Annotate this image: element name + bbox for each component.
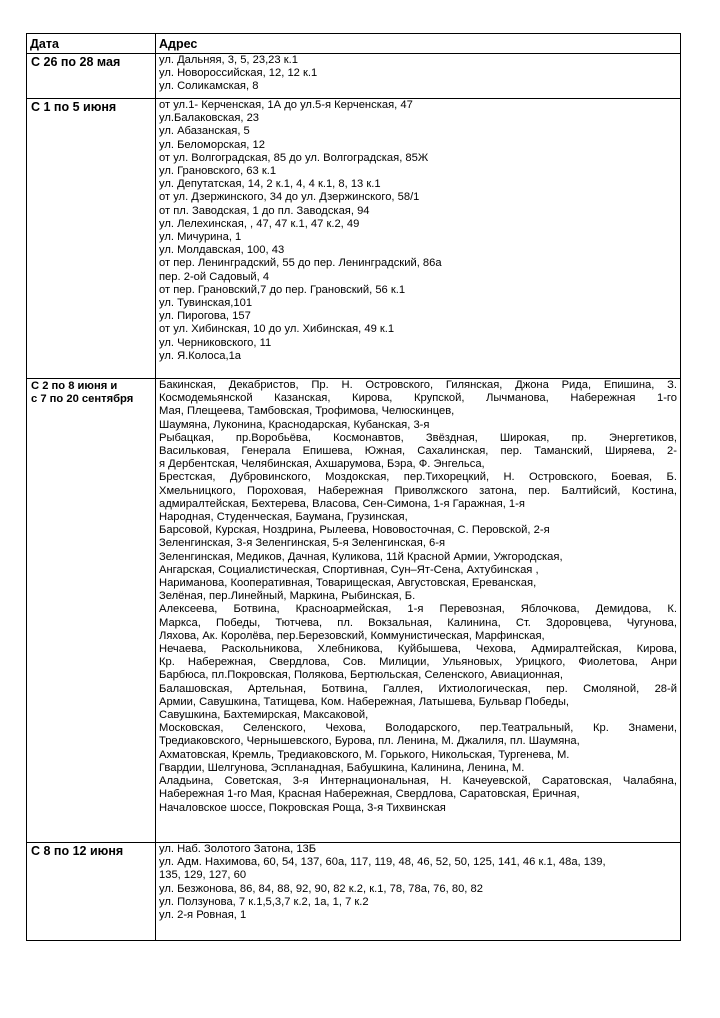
address-line: Армии, Савушкина, Татищева, Ком. Набережная, Латышева, Бульвар Победы, (159, 695, 570, 708)
address-line: Гвардии, Шелгунова, Эспланадная, Бабушкина, Калинина, Ленина, М. (159, 761, 525, 774)
header-row (27, 34, 681, 54)
address-line: Наримановa, Кооперативная, Товарищеская, Августовская, Ереванская, (159, 577, 537, 590)
date-cell: С 26 по 28 мая (27, 54, 156, 99)
date-header: Дата (27, 34, 156, 54)
address-line: Бакинская, Декабристов, Пр. Н. Островского, Гилянская, Джона Рида, Епишина, З. (159, 379, 677, 391)
date-line: с 7 по 20 сентября (31, 393, 134, 406)
address-line: Зеленгинская, Медиков, Дачная, Куликова, 11й Красной Армии, Ужгородская, (159, 550, 563, 563)
address-line: Нечаева, Раскольникова, Хлебникова, Куйбышева, Чехова, Адмиралтейская, Кирова, (159, 643, 677, 656)
address-line: Алексеева, Ботвина, Красноармейская, 1-я Перевозная, Яблочкова, Демидова, К. (159, 603, 677, 616)
address-line: от ул. Хибинская, 10 до ул. Хибинская, 49 к.1 (159, 323, 395, 336)
address-cell (156, 54, 681, 99)
address-line: ул. Пирогова, 157 (159, 310, 251, 323)
address-line: Мая, Плещеева, Тамбовская, Трофимова, Челюскинцев, (159, 405, 455, 418)
address-line: адмиралтейская, Бехтерева, Власова, Сен-Симона, 1-я Гаражная, 1-я (159, 497, 525, 510)
address-line: Зеленгинская, 3-я Зеленгинская, 5-я Зеленгинская, 6-я (159, 537, 446, 550)
address-line: 135, 129, 127, 60 (159, 869, 247, 882)
address-line: Шаумяна, Луконина, Краснодарская, Кубанская, 3-я (159, 418, 430, 431)
table-row (27, 99, 681, 379)
address-cell (156, 99, 681, 379)
address-line: ул. Абазанская, 5 (159, 125, 250, 138)
address-line: ул. Адм. Нахимова, 60, 54, 137, 60а, 117, 119, 48, 46, 52, 50, 125, 141, 46 к.1, 48а, 139, (159, 856, 606, 869)
address-line: Барбюса, пл.Покровская, Полякова, Бертюльская, Селенского, Авиационная, (159, 669, 563, 682)
address-line: ул. 2-я Ровная, 1 (159, 909, 247, 922)
address-cell (156, 379, 681, 843)
address-line: от ул. Дзержинского, 34 до ул. Дзержинского, 58/1 (159, 191, 420, 204)
address-line: Кр. Набережная, Свердлова, Сов. Милиции, Ульяновых, Урицкого, Фиолетова, Анри (159, 656, 677, 669)
address-line: от ул.1- Керченская, 1А до ул.5-я Керченская, 47 (159, 99, 413, 111)
address-line: Маркса, Победы, Тютчева, пл. Вокзальная, Калинина, Ст. Здоровцева, Чугунова, (159, 616, 677, 629)
address-line: ул. Я.Колоса,1а (159, 349, 242, 362)
address-line: Ахматовская, Кремль, Тредиаковского, М. Горького, Никольская, Тургенева, М. (159, 748, 570, 761)
address-line: Хмельницкого, Пороховая, Набережная Приволжского затона, пер. Балтийсий, Костина, (159, 484, 677, 497)
address-line: Ангарская, Социалистическая, Спортивная, Сун–Ят-Сена, Ахтубинская , (159, 563, 539, 576)
date-cell: С 8 по 12 июня (27, 843, 156, 941)
address-header: Адрес (156, 34, 681, 54)
address-line: Московская, Селенского, Чехова, Володарского, пер.Театральный, Кр. Знамени, (159, 722, 677, 735)
address-line: Аладьина, Советская, 3-я Интернациональная, Н. Качеуевской, Саратовская, Чалабяна, (159, 775, 677, 788)
address-line: Зелёная, пер.Линейный, Маркина, Рыбинская, Б. (159, 590, 416, 603)
address-line: ул. Черниковского, 11 (159, 336, 272, 349)
address-line: ул. Депутатская, 14, 2 к.1, 4, 4 к.1, 8, 13 к.1 (159, 178, 381, 191)
address-line: Савушкина, Бахтемирская, Максаковой, (159, 709, 369, 722)
address-line: Васильковая, Генерала Епишева, Южная, Сахалинская, пер. Таманский, Ширяева, 2- (159, 445, 677, 458)
address-line: ул. Молдавская, 100, 43 (159, 244, 285, 257)
address-line: ул. Новороссийская, 12, 12 к.1 (159, 67, 318, 80)
address-line: я Дербентская, Челябинская, Ахшарумова, Бэра, Ф. Энгельса, (159, 458, 485, 471)
address-line: от пл. Заводская, 1 до пл. Заводская, 94 (159, 204, 370, 217)
address-line: пер. 2-ой Садовый, 4 (159, 270, 270, 283)
address-line: ул. Мичурина, 1 (159, 231, 242, 244)
address-cell (156, 843, 681, 941)
address-line: ул. Ползунова, 7 к.1,5,3,7 к.2, 1а, 1, 7 к.2 (159, 895, 369, 908)
address-line: ул. Наб. Золотого Затона, 13Б (159, 843, 317, 855)
table-row (27, 843, 681, 941)
table-row (27, 379, 681, 843)
address-line: Ляхова, Ак. Королёва, пер.Березовский, Коммунистическая, Марфинская, (159, 629, 545, 642)
date-cell: С 1 по 5 июня (27, 99, 156, 379)
address-line: от ул. Волгоградская, 85 до ул. Волгоградская, 85Ж (159, 151, 429, 164)
address-line: Барсовой, Курская, Ноздрина, Рылеева, Нововосточная, С. Перовской, 2-я (159, 524, 550, 537)
address-line: Народная, Студенческая, Баумана, Грузинская, (159, 511, 408, 524)
address-line: Рыбацкая, пр.Воробьёва, Космонавтов, Звёздная, Широкая, пр. Энергетиков, (159, 431, 677, 444)
address-line: от пер. Ленинградский, 55 до пер. Ленинградский, 86а (159, 257, 442, 270)
address-line: Балашовская, Артельная, Ботвина, Галлея, Ихтиологическая, пер. Смоляной, 28-й (159, 682, 677, 695)
date-line: С 2 по 8 июня и (31, 380, 118, 392)
address-line: Тредиаковского, Чернышевского, Бурова, пл. Ленина, М. Джалиля, пл. Шаумяна, (159, 735, 580, 748)
address-line: ул. Тувинская,101 (159, 297, 253, 310)
address-line: от пер. Грановский,7 до пер. Грановский, 56 к.1 (159, 283, 406, 296)
schedule-table (26, 33, 681, 941)
address-line: ул. Дальняя, 3, 5, 23,23 к.1 (159, 54, 298, 66)
address-line: ул. Соликамская, 8 (159, 80, 259, 93)
address-line: Брестская, Дубровинского, Моздокская, пер.Тихорецкий, Н. Островского, Боевая, Б. (159, 471, 677, 484)
address-line: ул. Безжонова, 86, 84, 88, 92, 90, 82 к.2, к.1, 78, 78а, 76, 80, 82 (159, 882, 483, 895)
address-line: Началовское шоссе, Покровская Роща, 3-я Тихвинская (159, 801, 446, 814)
address-line: ул. Беломорская, 12 (159, 138, 265, 151)
address-line: ул.Балаковская, 23 (159, 112, 260, 125)
address-line: Набережная 1-го Мая, Красная Набережная, Свердлова, Саратовская, Ёричная, (159, 788, 580, 801)
address-line: Космодемьянской Казанская, Кирова, Крупской, Лычманова, Набережная 1-го (159, 392, 677, 405)
table-row (27, 54, 681, 99)
address-line: ул. Грановского, 63 к.1 (159, 165, 277, 178)
date-cell (27, 379, 156, 843)
address-line: ул. Лелехинская, , 47, 47 к.1, 47 к.2, 49 (159, 217, 360, 230)
